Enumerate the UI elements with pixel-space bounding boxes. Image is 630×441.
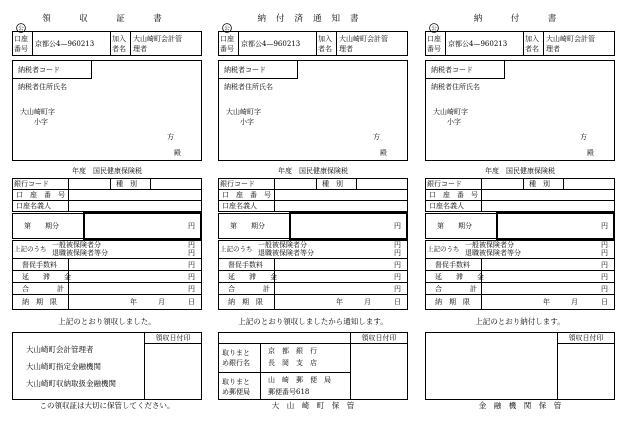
subscriber-label: 加入: [112, 35, 126, 43]
yen-unit: 円: [601, 249, 608, 257]
row-line: [12, 189, 202, 190]
divider: [316, 31, 317, 56]
divider: [543, 31, 544, 56]
period-label: 第 期分: [230, 222, 265, 230]
footer-text: 大 山 崎 町 保 管: [271, 401, 355, 410]
account-holder-label: 口座名義人: [16, 202, 51, 210]
confirm-text: 上記のとおり領収しましたから通知します。: [238, 317, 388, 326]
yen-unit: 円: [394, 261, 401, 269]
row-line: [218, 200, 408, 201]
subscriber-label: 者名: [525, 45, 539, 53]
taxpayer-code-label: 納税者コード: [224, 66, 266, 74]
yen-unit: 円: [188, 222, 195, 230]
late-fee-label: 延 滞 金: [228, 273, 277, 281]
row-line: [12, 282, 202, 283]
address-label: 納税者住所氏名: [431, 83, 480, 91]
account-holder-label: 口座名義人: [222, 202, 257, 210]
row-line: [425, 282, 615, 283]
town-subline: 小字: [34, 118, 48, 126]
reminder-fee-label: 督促手数料: [435, 261, 470, 269]
subscriber-label: 者名: [318, 45, 332, 53]
month-label: 月: [158, 298, 165, 306]
town-line: 大山崎町字: [433, 108, 468, 116]
taxpayer-code-label: 納税者コード: [18, 66, 60, 74]
agent-bank-label: め銀行名: [222, 359, 250, 367]
svg-text:公: 公: [224, 26, 230, 33]
divider: [481, 178, 482, 212]
row-line: [425, 258, 615, 259]
divider: [68, 258, 69, 310]
divider: [274, 178, 275, 212]
seal-icon: [16, 18, 26, 33]
dono-text: 殿: [380, 149, 387, 157]
row-line: [218, 282, 408, 283]
yen-unit: 円: [601, 241, 608, 249]
taxpayer-code-label: 納税者コード: [431, 66, 473, 74]
yen-unit: 円: [601, 261, 608, 269]
seal-icon: [222, 18, 232, 33]
town-subline: 小字: [447, 118, 461, 126]
month-label: 月: [571, 298, 578, 306]
row-line: [425, 294, 615, 295]
account-holder-label: 口座名義人: [429, 202, 464, 210]
address-label: 納税者住所氏名: [18, 83, 67, 91]
divider: [523, 31, 524, 56]
period-amount-box: [83, 212, 202, 240]
divider: [356, 178, 357, 189]
breakdown-retired: 退職被保険者等分: [258, 249, 314, 257]
address-label: 納税者住所氏名: [224, 83, 273, 91]
subscriber-name: 理者: [133, 45, 147, 53]
divider: [523, 178, 524, 189]
sama-text: 方: [167, 133, 174, 141]
yen-unit: 円: [601, 222, 608, 230]
breakdown-general: 一般被保険者分: [258, 241, 307, 249]
yen-unit: 円: [601, 285, 608, 293]
slip-3: [425, 0, 625, 441]
town-subline: 小字: [240, 118, 254, 126]
deadline-label: 納 期 限: [435, 298, 470, 306]
kind-label: 種 別: [529, 180, 550, 188]
row-line: [218, 189, 408, 190]
slip-title: 納付済通知書: [257, 14, 369, 24]
subscriber-label: 加入: [318, 35, 332, 43]
year-label: 年: [130, 298, 137, 306]
agent-bank-branch: 長 岡 支 店: [268, 359, 317, 367]
row-line: [12, 200, 202, 201]
account-label: 番号: [427, 45, 441, 53]
dono-text: 殿: [587, 149, 594, 157]
total-label: 合 計: [228, 285, 270, 293]
tax-year: 年度 国民健康保険税: [278, 167, 348, 175]
receiver-label: 大山崎町指定金融機関: [26, 362, 101, 371]
late-fee-label: 延 滞 金: [435, 273, 484, 281]
divider: [110, 31, 111, 56]
bank-code-label: 銀行コード: [14, 180, 49, 188]
period-amount-box: [289, 212, 408, 240]
agent-bank-name: 京 都 銀 行: [268, 347, 317, 355]
account-no-label: 口 座 番 号: [429, 191, 478, 199]
stamp-label: 領収日付印: [568, 334, 604, 342]
divider: [110, 178, 111, 189]
day-label: 日: [188, 298, 195, 306]
breakdown-retired: 退職被保険者等分: [52, 249, 108, 257]
divider: [32, 31, 33, 56]
yen-unit: 円: [188, 285, 195, 293]
receiver-label: 大山崎町収納取扱金融機関: [26, 379, 116, 388]
bank-code-label: 銀行コード: [220, 180, 255, 188]
subscriber-name: 理者: [546, 45, 560, 53]
yen-unit: 円: [188, 249, 195, 257]
dono-text: 殿: [174, 149, 181, 157]
account-no-label: 口 座 番 号: [222, 191, 271, 199]
row-line: [218, 372, 350, 373]
footer-text: 金 融 機 関 保 管: [478, 401, 562, 410]
row-line: [218, 294, 408, 295]
town-line: 大山崎町字: [20, 108, 55, 116]
breakdown-lead: 上記のうち: [427, 245, 460, 253]
row-line: [218, 343, 350, 344]
row-line: [144, 343, 202, 344]
account-label: 口座: [220, 35, 234, 43]
row-line: [12, 258, 202, 259]
agent-bank-label: 取りまと: [222, 349, 250, 357]
divider: [238, 31, 239, 56]
row-line: [350, 343, 408, 344]
subscriber-name: 理者: [339, 45, 353, 53]
deadline-label: 納 期 限: [228, 298, 263, 306]
kind-label: 種 別: [116, 180, 137, 188]
subscriber-name: 大山崎町会計管: [133, 35, 182, 43]
divider: [274, 258, 275, 310]
row-line: [425, 270, 615, 271]
svg-text:公: 公: [431, 26, 437, 33]
divider: [130, 31, 131, 56]
divider: [150, 178, 151, 189]
tax-year: 年度 国民健康保険税: [485, 167, 555, 175]
deadline-label: 納 期 限: [22, 298, 57, 306]
period-label: 第 期分: [437, 222, 472, 230]
kind-label: 種 別: [322, 180, 343, 188]
yen-unit: 円: [188, 261, 195, 269]
subscriber-name: 大山崎町会計管: [339, 35, 388, 43]
yen-unit: 円: [394, 241, 401, 249]
stamp-label: 領収日付印: [361, 334, 397, 342]
row-line: [425, 189, 615, 190]
tax-year: 年度 国民健康保険税: [72, 167, 142, 175]
late-fee-label: 延 滞 金: [22, 273, 71, 281]
year-label: 年: [543, 298, 550, 306]
divider: [481, 258, 482, 310]
subscriber-label: 加入: [525, 35, 539, 43]
row-line: [12, 270, 202, 271]
account-label: 口座: [14, 35, 28, 43]
row-line: [218, 258, 408, 259]
row-line: [425, 200, 615, 201]
breakdown-general: 一般被保険者分: [465, 241, 514, 249]
agent-post-code: 郵便番号618: [268, 388, 310, 396]
day-label: 日: [601, 298, 608, 306]
account-number: 京都公4—960213: [241, 40, 301, 48]
reminder-fee-label: 督促手数料: [22, 261, 57, 269]
agent-post-label: め郵便局: [222, 388, 250, 396]
divider: [336, 31, 337, 56]
yen-unit: 円: [188, 273, 195, 281]
total-label: 合 計: [435, 285, 477, 293]
yen-unit: 円: [188, 241, 195, 249]
reminder-fee-label: 督促手数料: [228, 261, 263, 269]
account-label: 番号: [14, 45, 28, 53]
year-label: 年: [336, 298, 343, 306]
divider: [563, 178, 564, 189]
day-label: 日: [394, 298, 401, 306]
row-line: [218, 270, 408, 271]
bank-code-label: 銀行コード: [427, 180, 462, 188]
confirm-text: 上記のとおり納付します。: [475, 317, 565, 326]
subscriber-label: 者名: [112, 45, 126, 53]
agent-post-name: 山 崎 郵 便 局: [268, 376, 331, 384]
account-number: 京都公4—960213: [448, 40, 508, 48]
town-line: 大山崎町字: [226, 108, 261, 116]
yen-unit: 円: [394, 285, 401, 293]
yen-unit: 円: [601, 273, 608, 281]
divider: [68, 178, 69, 212]
breakdown-lead: 上記のうち: [220, 245, 253, 253]
sama-text: 方: [580, 133, 587, 141]
stamp-label: 領収日付印: [155, 334, 191, 342]
yen-unit: 円: [394, 249, 401, 257]
seal-icon: [429, 18, 439, 33]
footer-text: この領収証は大切に保管してください。: [39, 401, 175, 410]
breakdown-lead: 上記のうち: [14, 245, 47, 253]
yen-unit: 円: [394, 222, 401, 230]
account-number: 京都公4—960213: [35, 40, 95, 48]
agent-post-label: 取りまと: [222, 378, 250, 386]
divider: [260, 343, 261, 400]
account-no-label: 口 座 番 号: [16, 191, 65, 199]
month-label: 月: [364, 298, 371, 306]
row-line: [12, 294, 202, 295]
period-amount-box: [496, 212, 615, 240]
breakdown-retired: 退職被保険者等分: [465, 249, 521, 257]
slip-title: 納 付 書: [473, 14, 567, 24]
breakdown-general: 一般被保険者分: [52, 241, 101, 249]
divider: [445, 31, 446, 56]
slip-1: [12, 0, 212, 441]
row-line: [557, 343, 615, 344]
yen-unit: 円: [394, 273, 401, 281]
confirm-text: 上記のとおり領収しました。: [58, 317, 156, 326]
subscriber-name: 大山崎町会計管: [546, 35, 595, 43]
sama-text: 方: [373, 133, 380, 141]
account-label: 番号: [220, 45, 234, 53]
svg-text:公: 公: [18, 26, 24, 33]
receiver-label: 大山崎町会計管理者: [26, 345, 94, 354]
total-label: 合 計: [22, 285, 64, 293]
divider: [316, 178, 317, 189]
account-label: 口座: [427, 35, 441, 43]
slip-2: [218, 0, 418, 441]
period-label: 第 期分: [24, 222, 59, 230]
slip-title: 領 収 証 書: [42, 14, 172, 24]
